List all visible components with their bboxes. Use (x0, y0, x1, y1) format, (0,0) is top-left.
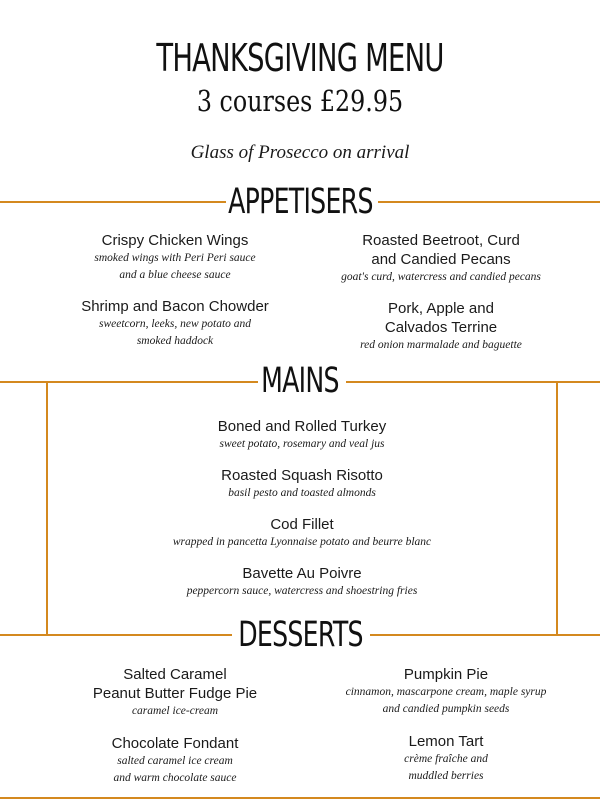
main-item-desc: peppercorn sauce, watercress and shoestring fries (186, 585, 418, 597)
dessert-item-desc: cinnamon, mascarpone cream, maple syrup and candied pumpkin seeds (345, 686, 547, 715)
appetiser-item (300, 231, 582, 286)
dessert-item-name: Lemon Tart (408, 733, 484, 750)
dessert-item-name: Chocolate Fondant (111, 735, 239, 752)
dessert-item-name: Salted Caramel Peanut Butter Fudge Pie (92, 666, 258, 702)
dessert-item-desc: caramel ice-cream (131, 705, 219, 717)
appetiser-item (300, 299, 582, 354)
dessert-item (55, 665, 295, 720)
appetiser-item-name: Roasted Beetroot, Curd and Candied Pecans (362, 232, 520, 268)
appetiser-item-desc: goat's curd, watercress and candied pecans (341, 271, 541, 283)
dessert-item-desc: crème fraîche and muddled berries (404, 753, 488, 782)
main-item-name: Bavette Au Poivre (242, 565, 362, 582)
appetiser-item-name: Shrimp and Bacon Chowder (81, 298, 269, 315)
desserts-heading: DESSERTS (237, 615, 363, 655)
dessert-item (296, 665, 596, 718)
mains-box-left (46, 381, 48, 634)
main-item (100, 515, 504, 551)
menu-tagline: Glass of Prosecco on arrival (190, 142, 410, 163)
main-item-name: Boned and Rolled Turkey (217, 418, 387, 435)
main-item (100, 466, 504, 502)
appetiser-item-name: Crispy Chicken Wings (101, 232, 249, 249)
appetiser-item-name: Pork, Apple and Calvados Terrine (384, 300, 498, 336)
bottom-rule (0, 797, 600, 799)
appetiser-item-desc: sweetcorn, leeks, new potato and smoked haddock (98, 318, 252, 347)
appetiser-item (45, 297, 305, 350)
main-item (100, 417, 504, 453)
dessert-item (55, 734, 295, 787)
main-item-desc: wrapped in pancetta Lyonnaise potato and beurre blanc (172, 536, 432, 548)
menu-title: THANKSGIVING MENU (156, 36, 444, 80)
appetiser-item (45, 231, 305, 284)
appetiser-item-desc: red onion marmalade and baguette (360, 339, 522, 351)
dessert-item-desc: salted caramel ice cream and warm chocolate sauce (113, 755, 237, 784)
main-item-name: Roasted Squash Risotto (221, 467, 383, 484)
main-item-name: Cod Fillet (270, 516, 334, 533)
appetiser-item-desc: smoked wings with Peri Peri sauce and a blue cheese sauce (94, 252, 256, 281)
mains-heading: MAINS (261, 361, 339, 401)
menu-price: 3 courses £29.95 (196, 84, 404, 118)
main-item (100, 564, 504, 600)
dessert-item (296, 732, 596, 785)
main-item-desc: basil pesto and toasted almonds (228, 487, 376, 499)
dessert-item-name: Pumpkin Pie (403, 666, 489, 683)
mains-box-right (556, 381, 558, 634)
main-item-desc: sweet potato, rosemary and veal jus (219, 438, 385, 450)
appetisers-heading: APPETISERS (227, 182, 373, 222)
